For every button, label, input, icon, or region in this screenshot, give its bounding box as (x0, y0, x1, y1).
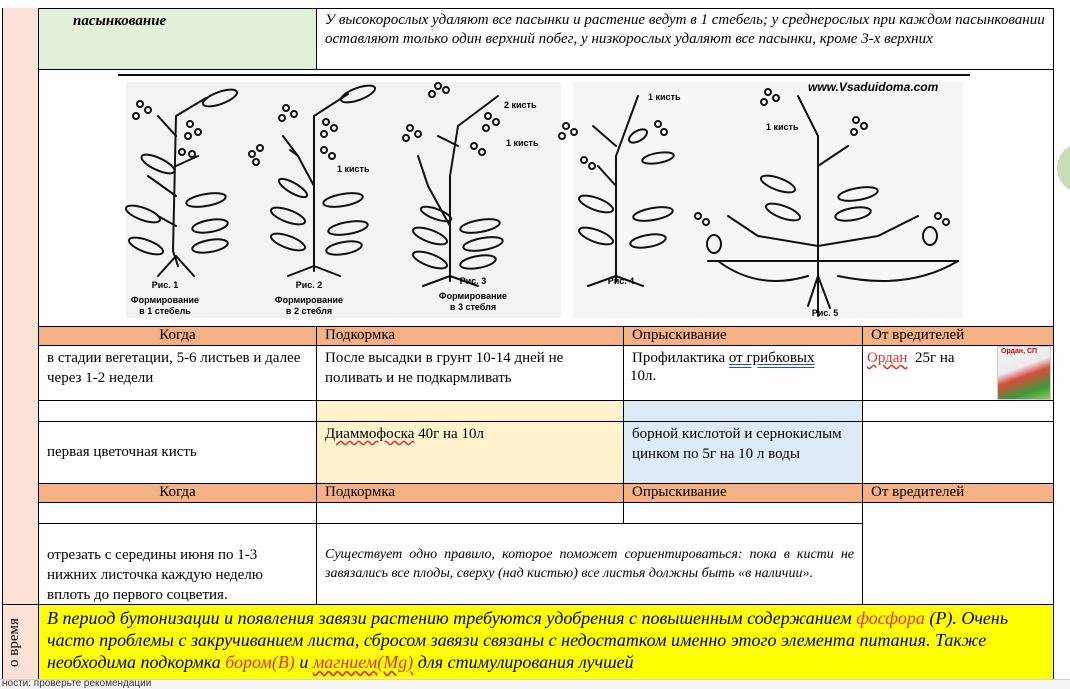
t2-header-spray: Опрыскивание (623, 483, 863, 503)
t1-r1-pest-name: Ордан (867, 350, 908, 366)
t1-r3-pest (862, 421, 1054, 484)
term-cell (38, 8, 317, 70)
caption-fig5-title: Рис. 5 (811, 308, 839, 318)
ordan-product-label: Ордан, СП (1001, 348, 1038, 355)
caption-fig2-sub2: в 2 стебля (285, 306, 333, 316)
side-tab[interactable] (1057, 143, 1070, 193)
t2-r2-when: отрезать с середины июня по 1-3 нижних листочка каждую неделю вплоть до первого соцветия. (38, 523, 317, 605)
brush-label-fig5: 1 кисть (766, 122, 799, 132)
t2-r1-when (38, 502, 317, 524)
bottom-side-label: о время (6, 618, 22, 667)
t1-r2-feed (316, 400, 624, 422)
caption-fig4-title: Рис. 4 (607, 276, 635, 286)
caption-fig2 (264, 280, 354, 317)
plant-illustration (118, 76, 968, 326)
brush-label-fig3-2: 2 кисть (504, 100, 537, 110)
watermark: www.Vsaduidoma.com (808, 80, 939, 94)
t1-r3-when (38, 421, 317, 484)
t1-header-feed: Подкормка (316, 326, 624, 346)
caption-fig1-title: Рис. 1 (151, 280, 179, 290)
caption-fig2-title: Рис. 2 (295, 280, 323, 290)
bottom-text-1: В период бутонизации и появления завязи растению требуются удобрения с повышенным содержанием (47, 608, 857, 628)
caption-fig1-sub1: Формирование (130, 295, 200, 305)
caption-fig2-sub1: Формирование (274, 295, 344, 305)
t2-r1-feed (316, 502, 624, 524)
caption-fig3 (428, 276, 518, 313)
left-side-strip (2, 8, 39, 605)
t1-r1-feed: После высадки в грунт 10-14 дней не поливать и не подкармливать (316, 345, 624, 401)
t1-header-when: Когда (38, 326, 317, 346)
caption-fig4 (596, 276, 646, 287)
description-text: У высокорослых удаляют все пасынки и растение ведут в 1 стебель; у среднерослых при каждом пасынковании оставляют только один верхний побег, у низкорослых удаляют все пасынки, кроме 3-х верхних (325, 12, 1045, 47)
t1-r3-feed-name: Диаммофоска (325, 426, 415, 442)
bottom-text-4: для стимулирования лучшей (413, 652, 634, 672)
caption-fig3-sub2: в 3 стебля (449, 302, 497, 312)
brush-label-fig4: 1 кисть (648, 92, 681, 102)
bottom-text-2: (Р). Очень часто проблемы с закручиванием листа, сбросом завязи связаны с недостатком именно этого элемента питания. Также необходима подкормка (47, 608, 1009, 672)
brush-label-fig3-1: 1 кисть (506, 138, 539, 148)
t2-header-feed: Подкормка (316, 483, 624, 503)
t1-r2-pest (862, 400, 1054, 422)
status-bar-text: ности: проверьте рекомендации (2, 679, 152, 689)
caption-fig5 (800, 308, 850, 319)
caption-fig1-sub2: в 1 стебель (139, 306, 191, 316)
t1-r1-spray (623, 345, 863, 401)
t1-r2-when (38, 400, 317, 422)
t1-r1-spray-link[interactable]: от грибковых (728, 350, 815, 366)
t1-r3-when-text: первая цветочная кисть (47, 444, 197, 460)
t1-r1-when: в стадии вегетации, 5-6 листьев и далее через 1-2 недели (38, 345, 317, 401)
t1-r2-spray (623, 400, 863, 422)
caption-fig3-sub1: Формирование (438, 291, 508, 301)
t1-r1-pest-line2: 10л. (630, 368, 657, 384)
description-cell (316, 8, 1054, 70)
t2-r1-spray (623, 502, 863, 524)
t1-r1-pest-rest: 25г на (907, 350, 955, 366)
t1-r1-spray-pre: Профилактика (632, 350, 729, 366)
bottom-text-3: и (294, 652, 313, 672)
bottom-boron: бором(В) (225, 652, 295, 672)
bottom-side-label-cell (2, 604, 39, 688)
caption-fig1 (120, 280, 210, 317)
t2-header-when: Когда (38, 483, 317, 503)
t1-r3-feed-rest: 40г на 10л (414, 426, 484, 442)
t2-pest-column (862, 502, 1054, 605)
term-label: пасынкование (73, 13, 167, 29)
t1-header-pests: От вредителей (862, 326, 1054, 346)
t1-r3-spray: борной кислотой и сернокислым цинком по 5г на 10 л воды (623, 421, 863, 484)
bottom-magnesium: магнием(Мg) (312, 652, 414, 672)
brush-label-fig2: 1 кисть (337, 164, 370, 174)
t2-header-pests: От вредителей (862, 483, 1054, 503)
t2-r2-note: Существует одно правило, которое поможет сориентироваться: пока в кисти не завязались все плоды, сверху (над кистью) все листья должны быть «в наличии». (316, 523, 863, 605)
bottom-phosphorus: фосфора (856, 608, 925, 628)
ordan-product-image (997, 346, 1051, 400)
bottom-highlight-text (38, 604, 1054, 688)
t1-r3-feed (316, 421, 624, 484)
t1-header-spray: Опрыскивание (623, 326, 863, 346)
caption-fig3-title: Рис. 3 (459, 276, 487, 286)
